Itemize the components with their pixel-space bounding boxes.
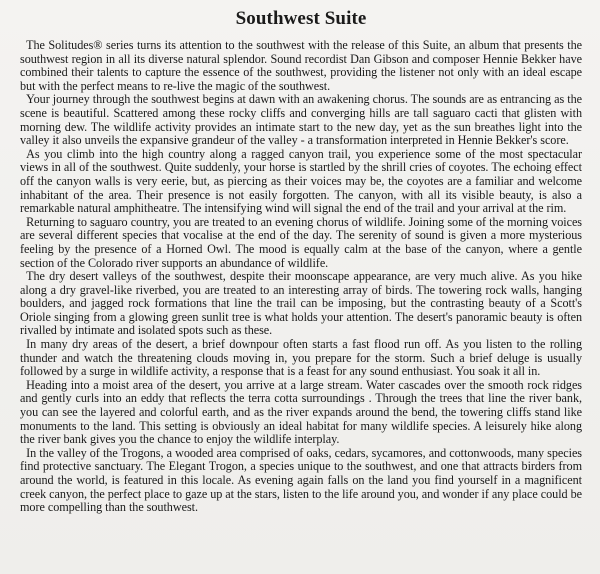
paragraph-trogons: In the valley of the Trogons, a wooded area comprised of oaks, cedars, sycamores, and cottonwoods, many species find protective sanctuary. The Elegant Trogon, a species unique to the southwest, and one that attracts birders from around the world, is featured in this locale. As evening again falls on the land you find yourself in a magnificent creek canyon, the perfect place to gaze up at the stars, listen to the life around you, and wonder if any place could be more compelling than the southwest. — [20, 445, 582, 515]
body-text — [20, 39, 582, 515]
paragraph-storm: In many dry areas of the desert, a brief downpour often starts a fast flood run off. As you listen to the rolling thunder and watch the threatening clouds moving in, you prepare for the storm. Such a brief deluge is usually followed by a surge in wildlife activity, a response that is a feast for any sound enthusiast. You soak it all in. — [20, 337, 582, 379]
paragraph-canyon-trail: As you climb into the high country along a ragged canyon trail, you experience some of the most spectacular views in all of the southwest. Quite suddenly, your horse is startled by the shrill cries of coyotes. The echoing effect off the canyon walls is very eerie, but, as piercing as their voices may be, the coyotes are a familiar and welcome inhabitant of the area. Their presence is not easily forgotten. The canyon, with all its visible beauty, is also a remarkable natural amphitheatre. The intensifying wind will signal the end of the trail and your arrival at the rim. — [20, 146, 582, 216]
page-title: Southwest Suite — [235, 8, 367, 29]
paragraph-dawn: Your journey through the southwest begins at dawn with an awakening chorus. The sounds are as entrancing as the scene is beautiful. Scattered among these rocky cliffs and converging hills are tall saguaro cacti that glisten with morning dew. The wildlife activity provides an intimate start to the new day, yet as the sun breathes light into the valley it also unveils the expansive grandeur of the valley - a transformation interpreted in Hennie Bekker's score. — [20, 92, 582, 148]
paragraph-saguaro-evening: Returning to saguaro country, you are treated to an evening chorus of wildlife. Joining some of the morning voices are several different species that vocalise at the end of the day. The serenity of sound is given a more mysterious feeling by the presence of a Horned Owl. The mood is equally calm at the base of the canyon, where a gentle section of the Colorado river supports an abundance of wildlife. — [20, 214, 582, 270]
paragraph-desert-valleys: The dry desert valleys of the southwest, despite their moonscape appearance, are very much alive. As you hike along a dry gravel-like riverbed, you are treated to an interesting array of birds. The towering rock walls, hanging boulders, and jagged rock formations that line the trail can be imposing, but the contrasting beauty of a Scott's Oriole singing from a glowing green sunlit tree is what holds your attention. The desert's panoramic beauty is often rivalled by intimate and isolated spots such as these. — [20, 269, 582, 338]
paragraph-intro: The Solitudes® series turns its attention to the southwest with the release of this Suite, an album that presents the southwest region in all its diverse natural splendor. Sound recordist Dan Gibson and composer Hennie Bekker have combined their talents to capture the essence of the southwest, providing the listener not only with an ideal escape but with the perfect means to re-live the magic of the southwest. — [20, 38, 582, 93]
paragraph-stream: Heading into a moist area of the desert, you arrive at a large stream. Water cascades over the smooth rock ridges and gently curls into an eddy that reflects the terra cotta surroundings . Through the trees that line the river bank, you can see the layered and colorful earth, and as the river expands around the bend, the towering cliffs stand like monuments to the land. This setting is obviously an ideal habitat for many wildlife species. A leisurely hike along the river bank gives you the chance to enjoy the wildlife interplay. — [20, 377, 582, 447]
